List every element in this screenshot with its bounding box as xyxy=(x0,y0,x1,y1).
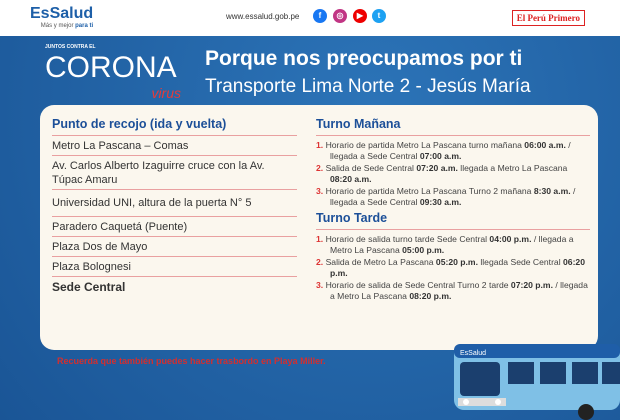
header xyxy=(0,0,620,36)
stop-item: Metro La Pascana – Comas xyxy=(52,136,297,156)
youtube-icon[interactable]: ▶ xyxy=(353,9,367,23)
afternoon-heading: Turno Tarde xyxy=(316,211,590,230)
brand-name: EsSalud xyxy=(30,5,94,22)
essalud-logo[interactable] xyxy=(30,5,93,30)
twitter-icon[interactable]: t xyxy=(372,9,386,23)
bus-illustration xyxy=(446,336,620,420)
stop-item: Av. Carlos Alberto Izaguirre cruce con la Av. Túpac Amaru xyxy=(52,156,297,190)
stop-item: Universidad UNI, altura de la puerta N° 5 xyxy=(52,190,297,217)
peru-primero-logo: El Perú Primero xyxy=(512,10,585,26)
instagram-icon[interactable]: ◎ xyxy=(333,9,347,23)
corona-logo: JUNTOS CONTRA EL CORONA virus xyxy=(45,44,181,101)
bus-label: EsSalud xyxy=(460,350,487,357)
facebook-icon[interactable]: f xyxy=(313,9,327,23)
stop-item: Paradero Caquetá (Puente) xyxy=(52,217,297,237)
schedule-item: 3. Horario de salida de Sede Central Turno 2 tarde 07:20 p.m. / llegada a Metro La Pascana 08:20 p.m. xyxy=(316,280,588,301)
pickup-points xyxy=(52,117,297,296)
schedule-card xyxy=(40,105,598,350)
schedule-item: 2. Salida de Metro La Pascana 05:20 p.m. llegada Sede Central 06:20 p.m. xyxy=(316,257,585,278)
afternoon-list xyxy=(316,234,590,301)
website-link[interactable]: www.essalud.gob.pe xyxy=(226,12,300,21)
stop-item: Sede Central xyxy=(52,280,126,294)
schedule-item: 2. Salida de Sede Central 07:20 a.m. llegada a Metro La Pascana 08:20 a.m. xyxy=(316,163,568,184)
schedule-item: 1. Horario de salida turno tarde Sede Central 04:00 p.m. / llegada a Metro La Pascana 05:00 p.m. xyxy=(316,234,574,255)
stop-item: Plaza Bolognesi xyxy=(52,257,297,277)
stop-item: Plaza Dos de Mayo xyxy=(52,237,297,257)
page-title: Porque nos preocupamos por ti xyxy=(205,47,523,70)
transfer-note: Recuerda que también puedes hacer trasbordo en Playa Miller. xyxy=(57,356,326,366)
pickup-heading: Punto de recojo (ida y vuelta) xyxy=(52,117,297,136)
schedule-item: 3. Horario de partida Metro La Pascana Turno 2 mañana 8:30 a.m. / llegada a Sede Central 09:30 a.m. xyxy=(316,186,576,207)
page-subtitle: Transporte Lima Norte 2 - Jesús María xyxy=(205,76,531,97)
morning-heading: Turno Mañana xyxy=(316,117,590,136)
schedule-item: 1. Horario de partida Metro La Pascana turno mañana 06:00 a.m. / llegada a Sede Central 07:00 a.m. xyxy=(316,140,571,161)
morning-list xyxy=(316,140,590,207)
tagline: Más y mejor para ti xyxy=(40,23,94,29)
schedules xyxy=(316,117,590,305)
